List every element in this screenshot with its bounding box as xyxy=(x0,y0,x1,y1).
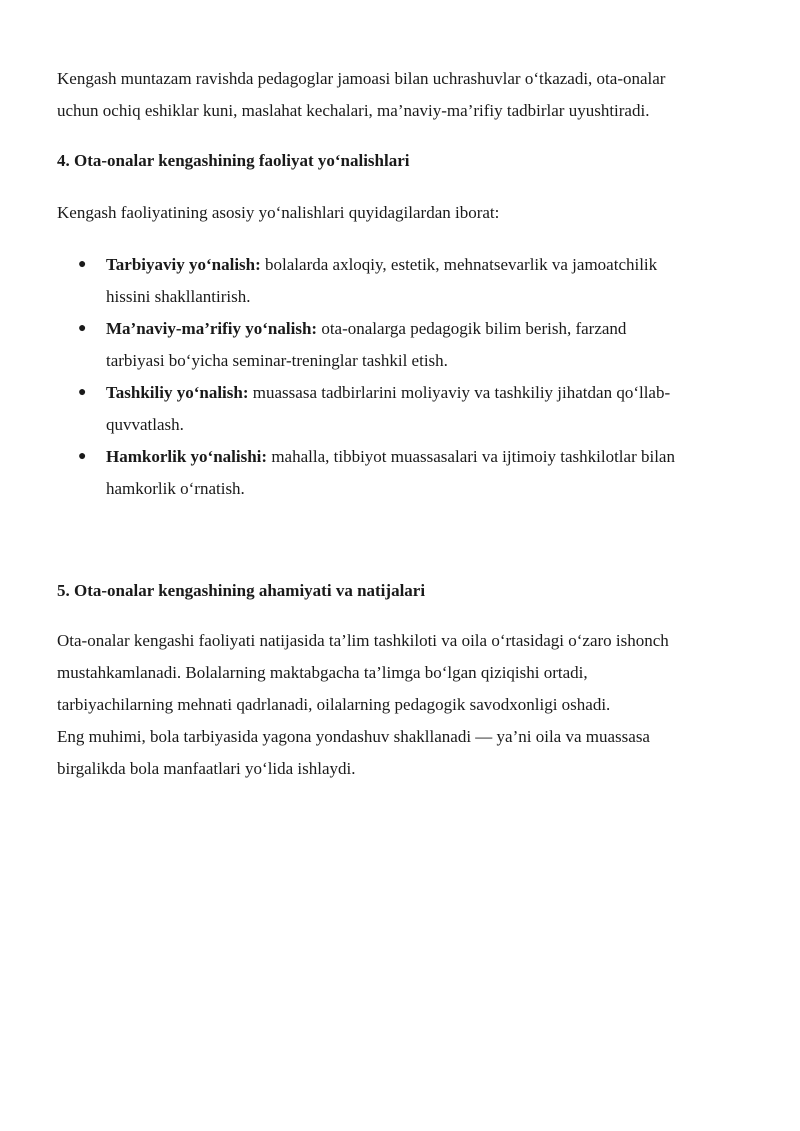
list-item-term: Tarbiyaviy yo‘nalish: xyxy=(106,255,261,274)
list-item-text: mahalla, tibbiyot muassasalari va ijtimoiy tashkilotlar bilan xyxy=(267,447,675,466)
section-spacer xyxy=(57,505,747,575)
section-4-heading: 4. Ota-onalar kengashining faoliyat yo‘nalishlari xyxy=(57,151,410,170)
list-item-text-cont: tarbiyasi bo‘yicha seminar-treninglar tashkil etish. xyxy=(106,351,448,370)
section-4-lead: Kengash faoliyatining asosiy yo‘nalishlari quyidagilardan iborat: xyxy=(57,203,500,222)
list-item xyxy=(57,377,747,441)
list-item-term: Ma’naviy-ma’rifiy yo‘nalish: xyxy=(106,319,318,338)
section-5-line-3: tarbiyachilarning mehnati qadrlanadi, oilalarning pedagogik savodxonligi oshadi. xyxy=(57,695,611,714)
bullet-icon: ● xyxy=(78,449,87,464)
bullet-icon: ● xyxy=(78,385,87,400)
list-item xyxy=(57,441,747,505)
list-item-text: bolalarda axloqiy, estetik, mehnatsevarlik va jamoatchilik xyxy=(260,255,658,274)
section-5-line-5: birgalikda bola manfaatlari yo‘lida ishlaydi. xyxy=(57,759,356,778)
document-page xyxy=(57,63,747,785)
bullet-icon: ● xyxy=(78,257,87,272)
list-item-term: Tashkiliy yo‘nalish: xyxy=(106,383,249,402)
list-item-text: ota-onalarga pedagogik bilim berish, farzand xyxy=(317,319,627,338)
list-item xyxy=(57,313,747,377)
directions-list xyxy=(57,249,747,505)
bullet-icon: ● xyxy=(78,321,87,336)
section-5-line-4: Eng muhimi, bola tarbiyasida yagona yondashuv shakllanadi — ya’ni oila va muassasa xyxy=(57,727,650,746)
section-5-line-1: Ota-onalar kengashi faoliyati natijasida ta’lim tashkiloti va oila o‘rtasidagi o‘zaro ishonch xyxy=(57,631,669,650)
list-item-text-cont: quvvatlash. xyxy=(106,415,184,434)
intro-paragraph xyxy=(57,63,747,127)
list-item-text-cont: hissini shakllantirish. xyxy=(106,287,251,306)
list-item xyxy=(57,249,747,313)
section-5-line-2: mustahkamlanadi. Bolalarning maktabgacha ta’limga bo‘lgan qiziqishi ortadi, xyxy=(57,663,588,682)
section-5-paragraph xyxy=(57,625,747,785)
intro-line-2: uchun ochiq eshiklar kuni, maslahat kechalari, ma’naviy-ma’rifiy tadbirlar uyushtiradi. xyxy=(57,101,650,120)
list-item-text: muassasa tadbirlarini moliyaviy va tashkiliy jihatdan qo‘llab- xyxy=(248,383,671,402)
list-item-term: Hamkorlik yo‘nalishi: xyxy=(106,447,268,466)
intro-line-1: Kengash muntazam ravishda pedagoglar jamoasi bilan uchrashuvlar o‘tkazadi, ota-onalar xyxy=(57,69,666,88)
section-5-heading: 5. Ota-onalar kengashining ahamiyati va natijalari xyxy=(57,581,426,600)
list-item-text-cont: hamkorlik o‘rnatish. xyxy=(106,479,245,498)
